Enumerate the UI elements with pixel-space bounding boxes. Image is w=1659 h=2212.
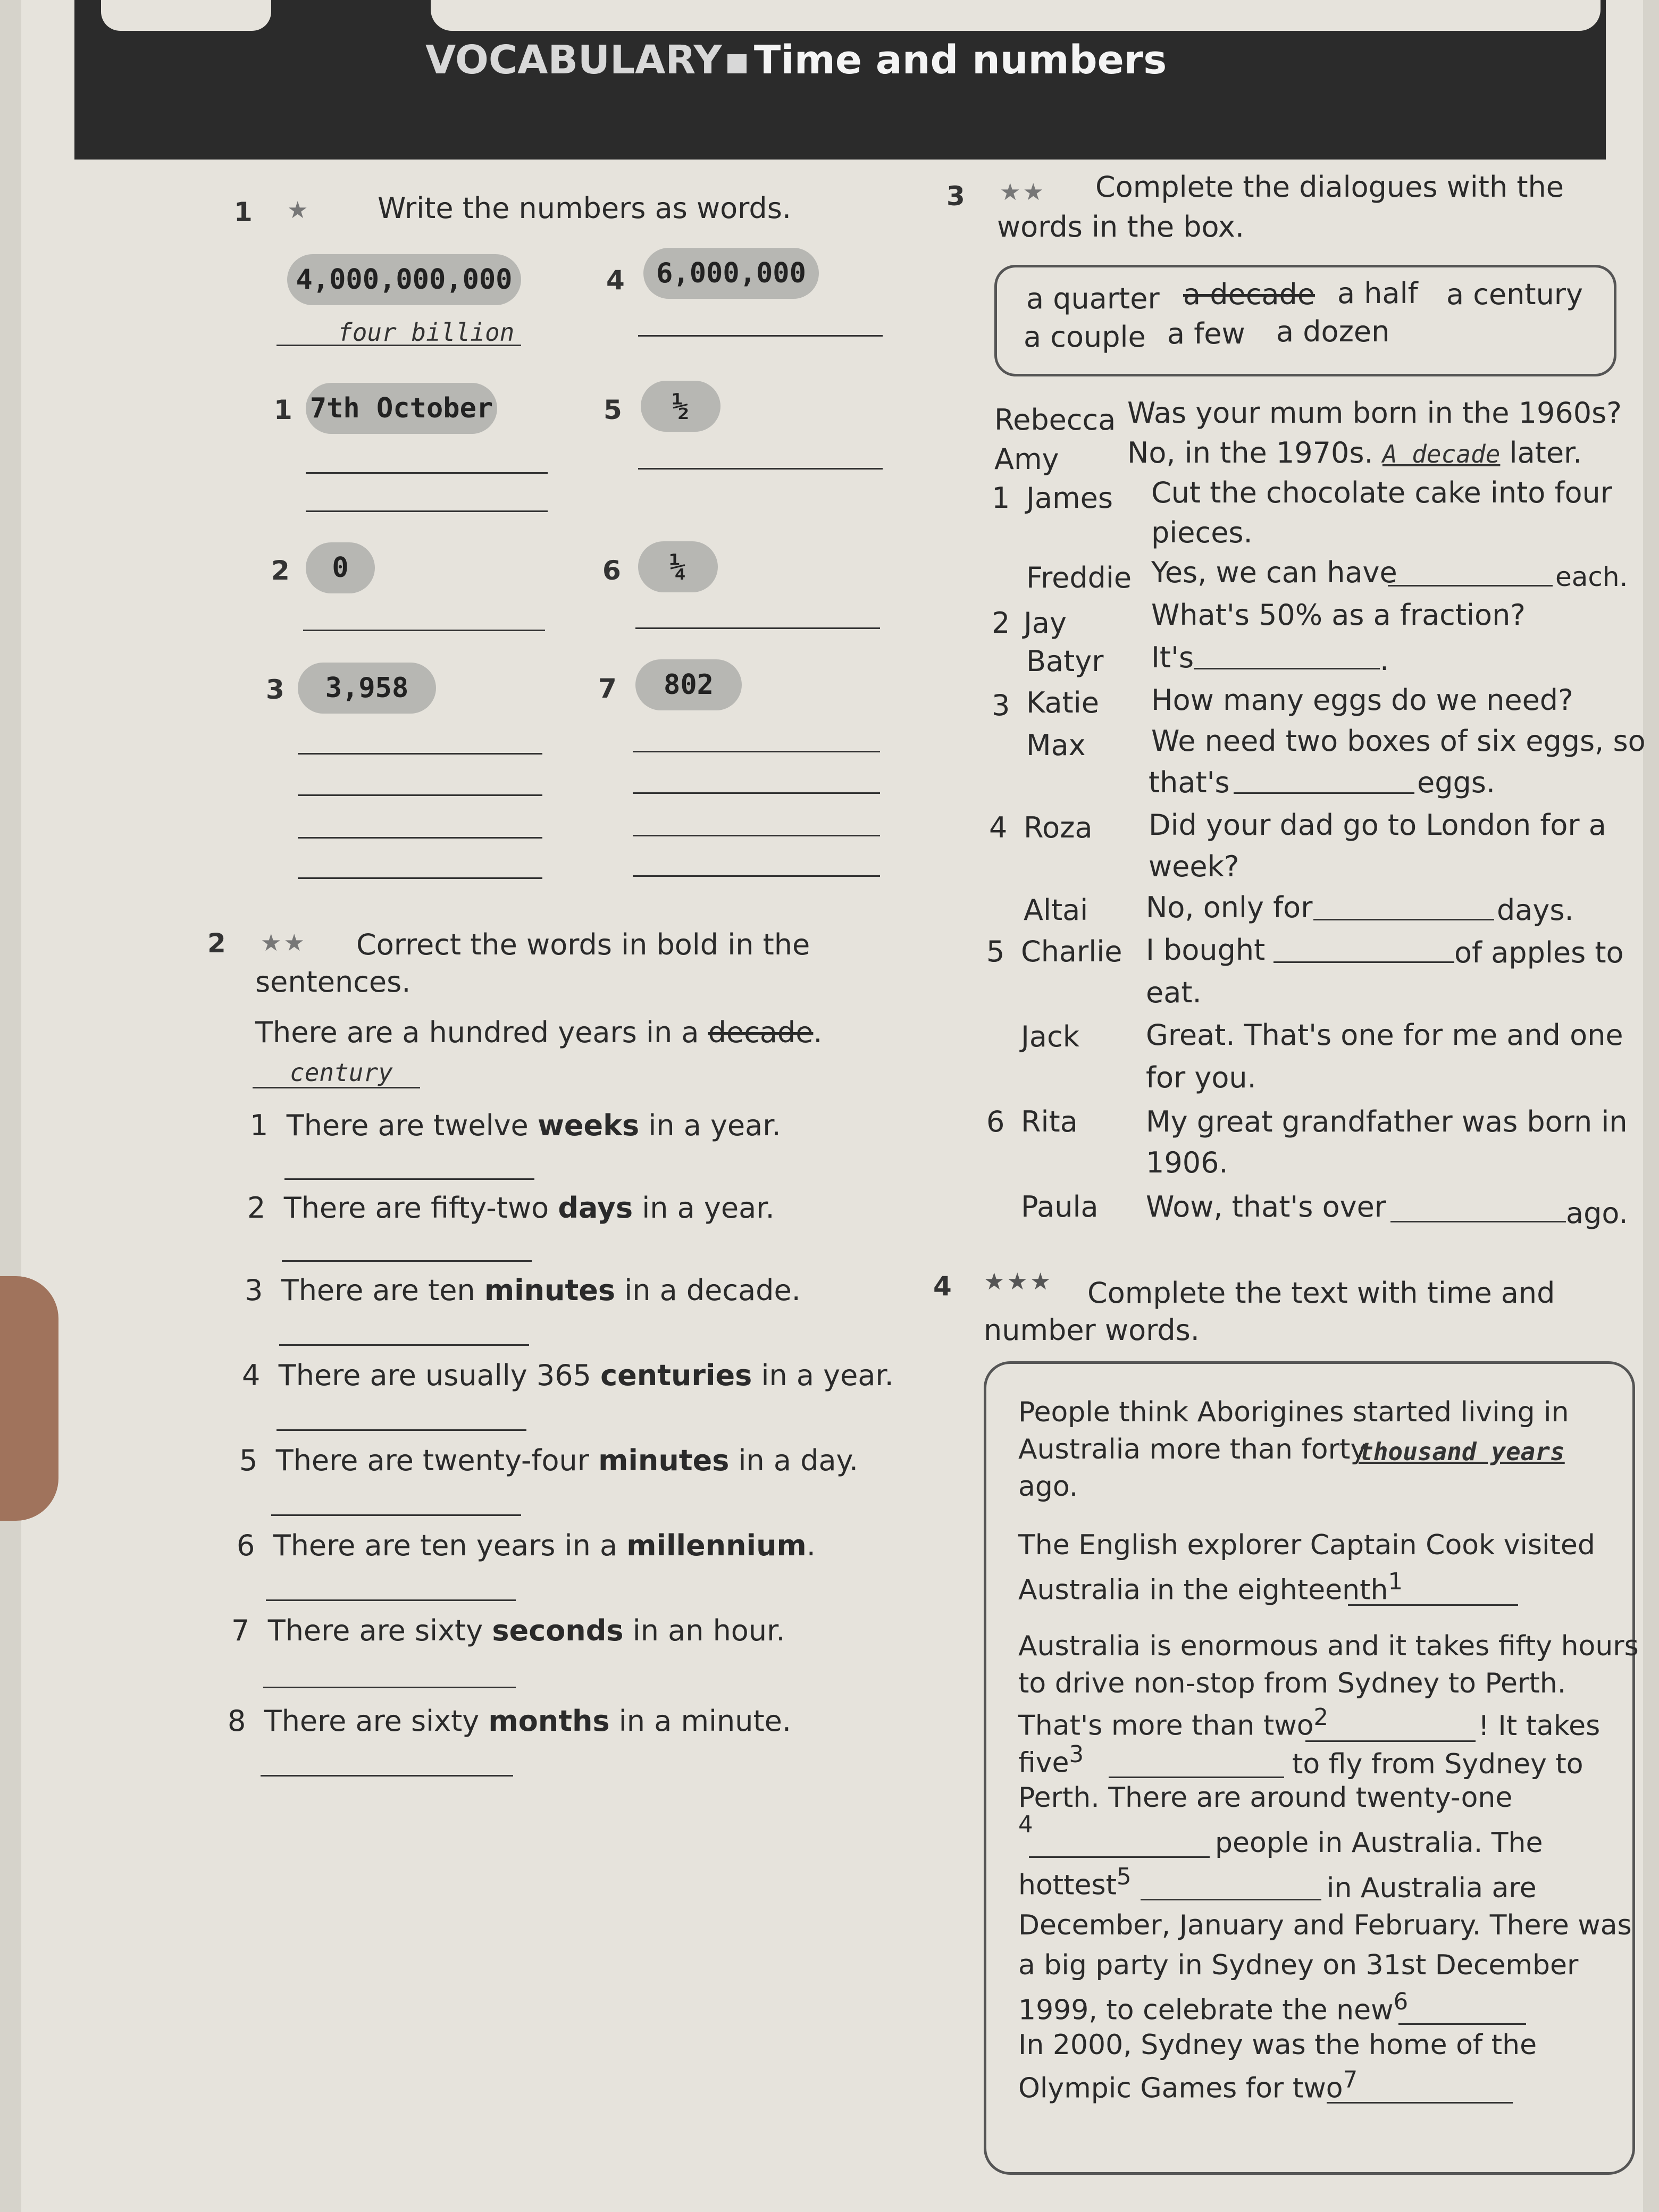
ex4-line-3: ago. bbox=[1018, 1471, 1078, 1503]
ex1-item-7-answer-line-3[interactable] bbox=[633, 835, 880, 836]
ex4-gap-4-number bbox=[1018, 1812, 1033, 1850]
ex3-d3-line-1: How many eggs do we need? bbox=[1151, 683, 1573, 717]
ex2-item-6-end: . bbox=[806, 1529, 816, 1562]
ex3-d6-line-2: Wow, that's over bbox=[1146, 1190, 1386, 1224]
ex1-item-4-answer-line[interactable] bbox=[638, 335, 883, 337]
ex2-item-7 bbox=[231, 1614, 785, 1648]
ex4-gap-7-number: 7 bbox=[1343, 2067, 1358, 2093]
ex2-item-3-text: There are ten bbox=[281, 1273, 484, 1307]
title-vocabulary: VOCABULARY bbox=[425, 37, 722, 83]
ex2-item-5 bbox=[239, 1444, 858, 1478]
ex1-item-3-pill: 3,958 bbox=[298, 663, 436, 714]
ex2-item-5-number: 5 bbox=[239, 1444, 258, 1477]
ex3-example-line-2-end: later. bbox=[1500, 436, 1582, 470]
ex3-d6-line-1a: My great grandfather was born in bbox=[1146, 1105, 1628, 1138]
ex3-d6-speaker-1: Rita bbox=[1021, 1105, 1078, 1138]
ex3-d5-line-1: I bought bbox=[1146, 933, 1266, 967]
ex1-item-7-pill: 802 bbox=[635, 659, 742, 710]
ex4-line-5 bbox=[1018, 1569, 1403, 1607]
ex2-item-2 bbox=[247, 1191, 775, 1226]
ex2-item-1 bbox=[250, 1109, 781, 1143]
ex3-d5-speaker-2: Jack bbox=[1021, 1020, 1079, 1053]
ex3-example-speaker-2: Amy bbox=[994, 442, 1059, 476]
ex2-item-7-number: 7 bbox=[231, 1614, 250, 1647]
ex2-item-8-number: 8 bbox=[228, 1704, 246, 1738]
ex4-gap-1-number: 1 bbox=[1388, 1569, 1403, 1595]
ex2-item-7-end: in an hour. bbox=[623, 1614, 785, 1647]
ex4-line-8 bbox=[1018, 1704, 1328, 1742]
ex4-gap-5-line[interactable] bbox=[1141, 1899, 1321, 1900]
ex3-d5-number: 5 bbox=[986, 935, 1005, 968]
ex4-line-10: Perth. There are around twenty-one bbox=[1018, 1782, 1513, 1814]
ex1-item-6-pill: ¼ bbox=[638, 541, 718, 592]
ex3-d5-line-2a: Great. That's one for me and one bbox=[1146, 1018, 1623, 1052]
ex1-item-1-answer-line-1[interactable] bbox=[306, 472, 548, 474]
ex4-line-17-text: Olympic Games for two bbox=[1018, 2072, 1343, 2105]
ex2-item-6 bbox=[237, 1529, 816, 1563]
ex4-gap-7-line[interactable] bbox=[1327, 2102, 1513, 2104]
page-title bbox=[425, 37, 1167, 83]
ex3-d3-number: 3 bbox=[992, 689, 1010, 722]
ex4-line-12-text: hottest bbox=[1018, 1869, 1117, 1901]
ex2-item-2-number: 2 bbox=[247, 1191, 266, 1225]
ex2-item-7-text: There are sixty bbox=[267, 1614, 492, 1647]
ex3-d1-line-2-end: each. bbox=[1555, 562, 1628, 592]
ex3-d1-line-2: Yes, we can have bbox=[1151, 556, 1397, 589]
ex4-line-4: The English explorer Captain Cook visited bbox=[1018, 1529, 1595, 1561]
ex2-item-8-text: There are sixty bbox=[264, 1704, 489, 1738]
ex1-item-3-answer-line-4[interactable] bbox=[298, 877, 542, 879]
ex2-example-end: . bbox=[813, 1016, 823, 1049]
ex2-item-1-text: There are twelve bbox=[286, 1109, 538, 1142]
ex3-instruction-line-1: Complete the dialogues with the bbox=[1095, 170, 1564, 204]
ex4-instruction-line-1: Complete the text with time and bbox=[1087, 1276, 1555, 1310]
ex1-item-5-answer-line[interactable] bbox=[638, 468, 883, 470]
ex2-item-2-end: in a year. bbox=[633, 1191, 775, 1225]
ex3-word-a-couple: a couple bbox=[1024, 320, 1146, 354]
ex3-d5-line-1-end: of apples to bbox=[1454, 936, 1624, 969]
ex1-item-1-number: 1 bbox=[274, 395, 292, 425]
ex2-instruction-line-2: sentences. bbox=[255, 965, 411, 999]
ex4-star-icon: ★★★ bbox=[984, 1268, 1053, 1295]
ex4-gap-5-number: 5 bbox=[1117, 1864, 1132, 1890]
ex4-number: 4 bbox=[933, 1271, 952, 1302]
ex1-item-3-answer-line-3[interactable] bbox=[298, 837, 542, 839]
ex2-item-3-end: in a decade. bbox=[615, 1273, 801, 1307]
ex4-line-16: In 2000, Sydney was the home of the bbox=[1018, 2029, 1537, 2061]
ex3-d4-answer-line[interactable] bbox=[1313, 919, 1494, 920]
ex3-d2-answer-line[interactable] bbox=[1194, 668, 1380, 669]
ex2-example-bold-word: decade bbox=[708, 1016, 814, 1049]
ex3-word-a-century: a century bbox=[1446, 278, 1583, 311]
ex3-d5-speaker-1: Charlie bbox=[1021, 935, 1122, 968]
ex2-item-1-answer-line[interactable] bbox=[284, 1178, 534, 1180]
ex4-line-9-end: to fly from Sydney to bbox=[1292, 1748, 1583, 1780]
ex1-item-7-answer-line-2[interactable] bbox=[633, 792, 880, 794]
ex3-d4-line-1b: week? bbox=[1149, 850, 1239, 883]
ex4-gap-4-sup: 4 bbox=[1018, 1812, 1033, 1838]
ex3-word-a-dozen: a dozen bbox=[1276, 315, 1390, 348]
ex1-item-1-pill: 7th October bbox=[306, 383, 497, 434]
ex2-item-6-number: 6 bbox=[237, 1529, 255, 1562]
ex2-example-line bbox=[253, 1087, 420, 1088]
ex3-d6-answer-line[interactable] bbox=[1390, 1221, 1566, 1222]
ex3-word-a-half: a half bbox=[1337, 276, 1418, 310]
ex3-d3-line-2-end: eggs. bbox=[1417, 766, 1496, 799]
ex1-example-answer: four billion bbox=[338, 318, 515, 347]
ex4-gap-3-line[interactable] bbox=[1109, 1777, 1284, 1778]
ex2-item-5-text: There are twenty-four bbox=[275, 1444, 599, 1477]
ex2-item-6-answer-line[interactable] bbox=[266, 1599, 516, 1601]
ex1-item-2-answer-line[interactable] bbox=[303, 630, 545, 631]
ex3-d2-number: 2 bbox=[992, 606, 1010, 640]
ex4-line-17 bbox=[1018, 2067, 1358, 2105]
ex1-number: 1 bbox=[234, 197, 253, 228]
ex4-line-12-end: in Australia are bbox=[1327, 1872, 1537, 1904]
ex3-example-line-2 bbox=[1127, 436, 1582, 471]
header-tab-right bbox=[431, 0, 1601, 31]
ex2-item-2-answer-line[interactable] bbox=[282, 1260, 532, 1262]
ex2-item-1-bold: weeks bbox=[537, 1109, 640, 1142]
ex1-item-3-number: 3 bbox=[266, 674, 284, 705]
ex4-gap-6-line[interactable] bbox=[1398, 2023, 1526, 2025]
ex3-d4-line-1a: Did your dad go to London for a bbox=[1149, 808, 1606, 842]
ex2-item-7-answer-line[interactable] bbox=[263, 1687, 516, 1688]
ex3-d1-speaker-1: James bbox=[1026, 481, 1113, 515]
ex2-item-4-end: in a year. bbox=[752, 1359, 894, 1392]
ex4-line-7: to drive non-stop from Sydney to Perth. bbox=[1018, 1668, 1566, 1699]
ex2-item-1-end: in a year. bbox=[639, 1109, 781, 1142]
ex3-d6-number: 6 bbox=[986, 1105, 1005, 1138]
ex3-d1-number: 1 bbox=[992, 481, 1010, 515]
ex4-line-6: Australia is enormous and it takes fifty hours bbox=[1018, 1630, 1639, 1662]
ex4-gap-3-number: 3 bbox=[1069, 1741, 1084, 1768]
ex1-star-icon: ★ bbox=[287, 197, 311, 224]
ex4-example-answer: thousand years bbox=[1359, 1437, 1565, 1466]
ex1-instruction: Write the numbers as words. bbox=[378, 191, 791, 225]
ex2-item-8-bold: months bbox=[488, 1704, 610, 1738]
ex4-gap-2-line[interactable] bbox=[1305, 1740, 1476, 1742]
ex3-d3-speaker-2: Max bbox=[1026, 728, 1086, 762]
ex1-item-7-number: 7 bbox=[598, 673, 617, 704]
ex3-example-speaker-1: Rebecca bbox=[994, 403, 1116, 437]
ex1-item-5-pill: ½ bbox=[641, 381, 720, 432]
ex4-line-1: People think Aborigines started living in bbox=[1018, 1396, 1569, 1428]
ex3-d2-line-1: What's 50% as a fraction? bbox=[1151, 598, 1526, 632]
ex2-item-4-bold: centuries bbox=[600, 1359, 752, 1392]
ex4-line-9-text: five bbox=[1018, 1747, 1069, 1779]
ex3-d6-line-2-end: ago. bbox=[1566, 1196, 1628, 1230]
ex1-item-3-answer-line-1[interactable] bbox=[298, 753, 542, 755]
ex3-d5-line-2b: for you. bbox=[1146, 1061, 1256, 1094]
ex4-line-8-end: ! It takes bbox=[1478, 1710, 1601, 1742]
ex3-d2-line-2-end: . bbox=[1380, 643, 1389, 677]
ex2-item-3-number: 3 bbox=[245, 1273, 263, 1307]
ex2-item-8-answer-line[interactable] bbox=[261, 1775, 513, 1777]
ex2-item-8 bbox=[228, 1704, 791, 1739]
ex4-line-15 bbox=[1018, 1989, 1408, 2027]
ex2-item-6-bold: millennium bbox=[626, 1529, 807, 1562]
ex4-gap-2-number: 2 bbox=[1313, 1704, 1329, 1731]
ex3-d6-speaker-2: Paula bbox=[1021, 1190, 1099, 1224]
ex4-line-5-text: Australia in the eighteenth bbox=[1018, 1574, 1388, 1606]
ex4-instruction-line-2: number words. bbox=[984, 1313, 1200, 1347]
ex1-item-3-answer-line-2[interactable] bbox=[298, 794, 542, 796]
ex4-gap-4-line[interactable] bbox=[1029, 1856, 1210, 1858]
ex3-d1-line-1b: pieces. bbox=[1151, 516, 1253, 549]
ex1-item-2-pill: 0 bbox=[306, 542, 375, 593]
ex2-item-4-text: There are usually 365 bbox=[278, 1359, 601, 1392]
title-topic: Time and numbers bbox=[753, 37, 1167, 83]
ex1-example-pill: 4,000,000,000 bbox=[287, 254, 521, 305]
ex2-item-3-bold: minutes bbox=[484, 1273, 616, 1307]
ex2-item-5-answer-line[interactable] bbox=[271, 1514, 521, 1516]
ex3-word-a-few: a few bbox=[1167, 317, 1245, 350]
ex1-item-5-number: 5 bbox=[604, 395, 622, 425]
ex2-item-8-end: in a minute. bbox=[609, 1704, 792, 1738]
ex3-d4-line-2: No, only for bbox=[1146, 891, 1313, 924]
ex3-d1-answer-line[interactable] bbox=[1388, 585, 1553, 586]
ex3-d3-line-2b: that's bbox=[1149, 766, 1230, 799]
ex3-d1-line-1a: Cut the chocolate cake into four bbox=[1151, 476, 1612, 509]
ex4-line-2: Australia more than forty bbox=[1018, 1434, 1367, 1465]
ex1-item-7-answer-line-1[interactable] bbox=[633, 751, 880, 752]
ex2-item-2-text: There are fifty-two bbox=[283, 1191, 558, 1225]
ex1-item-1-answer-line-2[interactable] bbox=[306, 510, 548, 512]
ex4-line-15-text: 1999, to celebrate the new bbox=[1018, 1994, 1394, 2026]
finger-shadow bbox=[0, 1276, 58, 1521]
ex2-example-answer: century bbox=[290, 1058, 393, 1087]
ex3-example-answer: A decade bbox=[1382, 440, 1501, 468]
header-tab-left bbox=[101, 0, 271, 31]
ex2-item-4 bbox=[242, 1359, 894, 1393]
ex3-d2-speaker-2: Batyr bbox=[1026, 644, 1104, 678]
ex3-d2-speaker-1: Jay bbox=[1024, 606, 1067, 640]
ex4-line-12 bbox=[1018, 1864, 1132, 1902]
ex2-item-7-bold: seconds bbox=[492, 1614, 624, 1647]
ex2-number: 2 bbox=[207, 928, 226, 959]
ex3-d3-speaker-1: Katie bbox=[1026, 686, 1099, 719]
ex3-example-line-1: Was your mum born in the 1960s? bbox=[1127, 396, 1622, 430]
ex2-item-4-answer-line[interactable] bbox=[276, 1429, 526, 1431]
ex4-line-14: a big party in Sydney on 31st December bbox=[1018, 1949, 1579, 1981]
ex3-d1-speaker-2: Freddie bbox=[1026, 561, 1132, 594]
ex3-d4-speaker-2: Altai bbox=[1024, 893, 1088, 927]
ex2-item-1-number: 1 bbox=[250, 1109, 269, 1142]
ex4-text-box bbox=[984, 1361, 1639, 2175]
ex1-item-6-answer-line[interactable] bbox=[635, 627, 880, 629]
ex1-item-2-number: 2 bbox=[271, 555, 290, 586]
ex3-d4-line-2-end: days. bbox=[1497, 893, 1574, 927]
ex1-item-4-pill: 6,000,000 bbox=[643, 248, 819, 299]
title-square-icon bbox=[727, 54, 747, 73]
ex2-item-3-answer-line[interactable] bbox=[279, 1344, 529, 1346]
ex1-item-4-number: 4 bbox=[606, 265, 625, 296]
ex3-instruction-line-2: words in the box. bbox=[997, 210, 1244, 244]
ex3-d4-number: 4 bbox=[989, 811, 1008, 844]
ex3-number: 3 bbox=[946, 181, 965, 212]
ex2-item-3 bbox=[245, 1273, 801, 1308]
ex4-gap-6-number: 6 bbox=[1393, 1989, 1409, 2015]
ex3-word-a-decade: a decade bbox=[1183, 278, 1316, 311]
ex2-item-5-bold: minutes bbox=[598, 1444, 730, 1477]
ex4-line-9 bbox=[1018, 1741, 1084, 1780]
ex2-item-6-text: There are ten years in a bbox=[273, 1529, 627, 1562]
ex3-d2-line-2: It's bbox=[1151, 641, 1194, 674]
ex2-star-icon: ★★ bbox=[261, 929, 307, 957]
ex2-item-5-end: in a day. bbox=[729, 1444, 858, 1477]
ex1-item-6-number: 6 bbox=[602, 555, 621, 586]
ex4-gap-1-line[interactable] bbox=[1348, 1604, 1518, 1606]
ex3-star-icon: ★★ bbox=[1000, 179, 1046, 206]
ex2-example-sentence bbox=[255, 1016, 823, 1050]
ex3-example-line-2-text: No, in the 1970s. bbox=[1127, 436, 1382, 470]
ex2-example-text: There are a hundred years in a bbox=[255, 1016, 708, 1049]
ex3-d3-line-2a: We need two boxes of six eggs, so bbox=[1151, 724, 1646, 758]
ex3-d5-answer-line[interactable] bbox=[1273, 961, 1454, 963]
ex3-d6-line-1b: 1906. bbox=[1146, 1146, 1228, 1179]
ex2-item-4-number: 4 bbox=[242, 1359, 261, 1392]
ex4-line-13: December, January and February. There was bbox=[1018, 1909, 1632, 1941]
ex3-word-a-quarter: a quarter bbox=[1026, 282, 1160, 315]
ex3-d3-answer-line[interactable] bbox=[1234, 792, 1414, 794]
ex2-instruction-line-1: Correct the words in bold in the bbox=[356, 928, 810, 961]
ex4-line-11: people in Australia. The bbox=[1215, 1827, 1543, 1859]
ex3-d4-speaker-1: Roza bbox=[1024, 811, 1093, 844]
ex1-item-7-answer-line-4[interactable] bbox=[633, 875, 880, 877]
ex4-line-8-text: That's more than two bbox=[1018, 1710, 1314, 1742]
ex2-item-2-bold: days bbox=[558, 1191, 633, 1225]
ex3-d5-line-1b: eat. bbox=[1146, 976, 1202, 1009]
